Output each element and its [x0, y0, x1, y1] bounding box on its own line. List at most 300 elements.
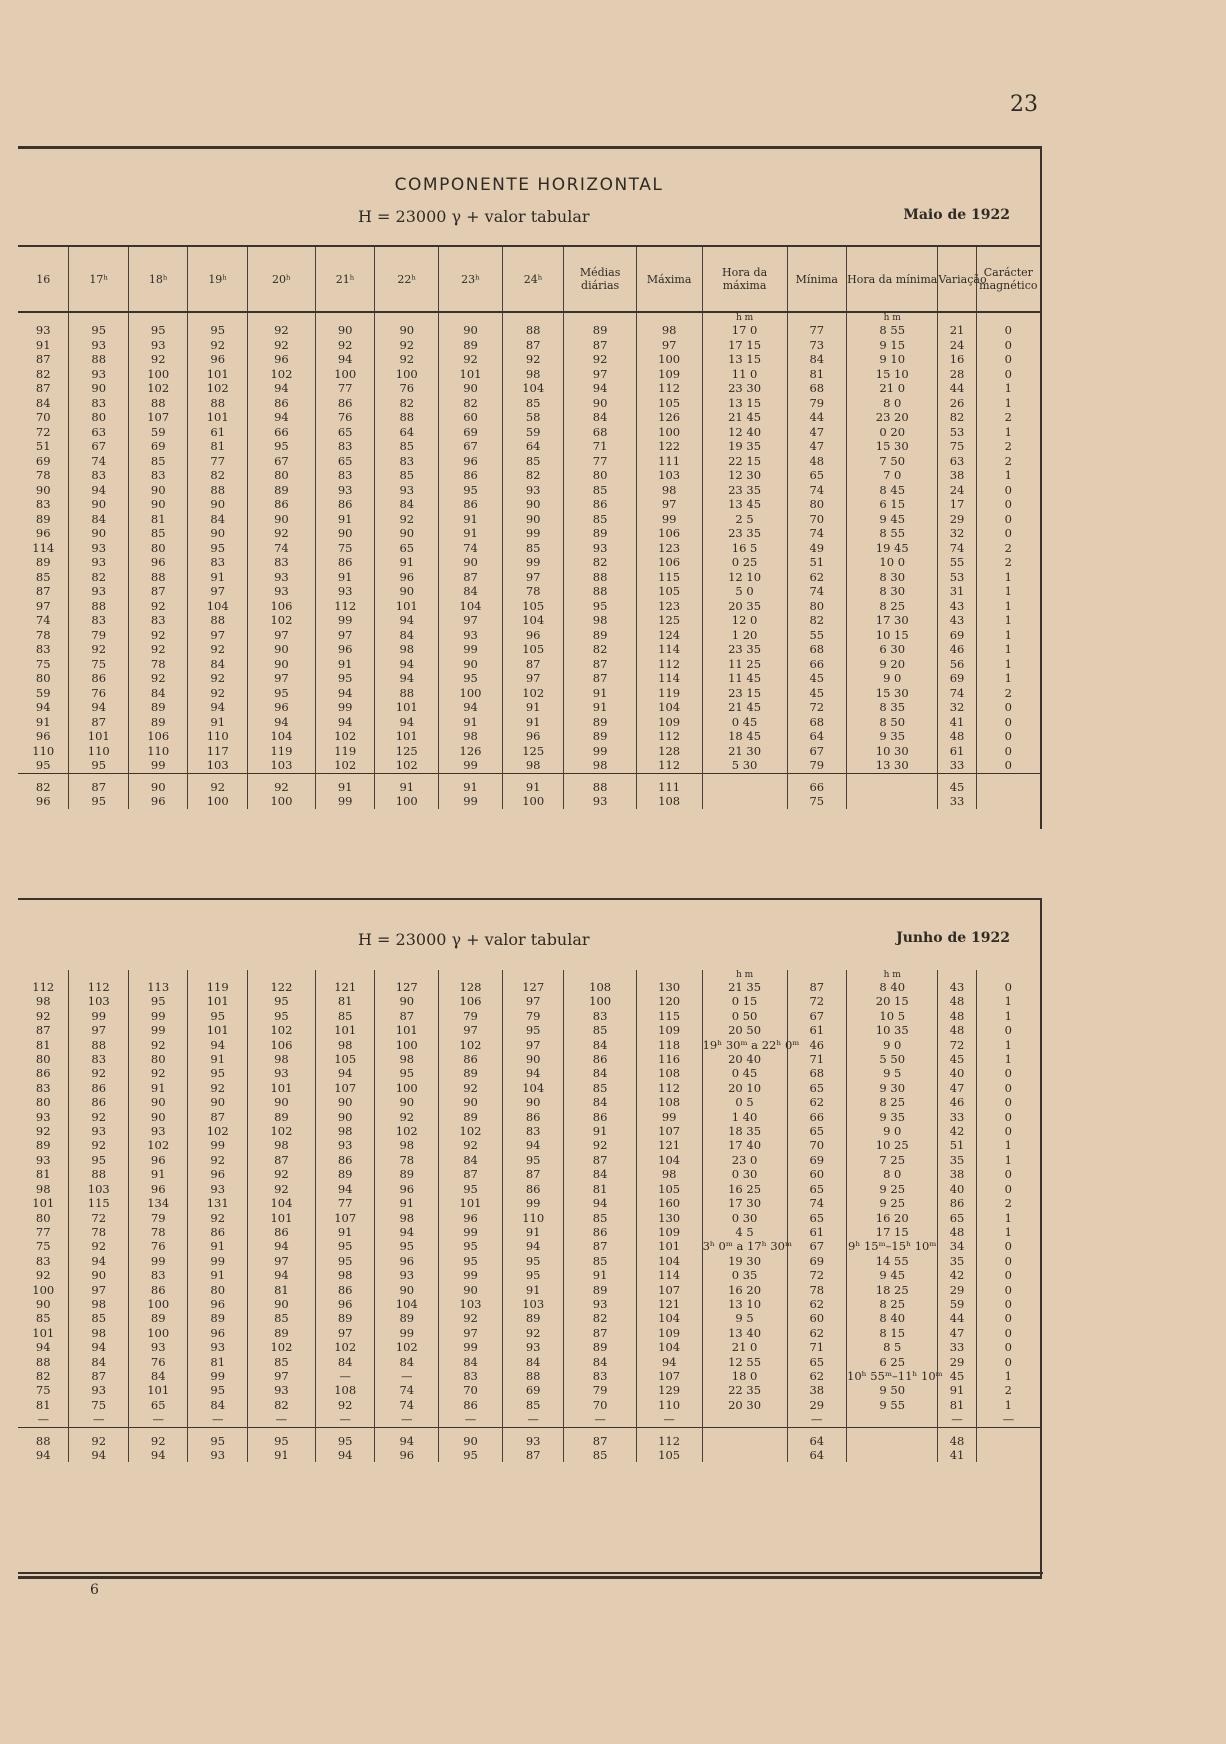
table-cell: 85 — [69, 1311, 128, 1325]
table-cell: 93 — [247, 1383, 315, 1397]
table-cell: 102 — [128, 381, 187, 396]
table-row — [18, 483, 1040, 498]
table-cell: 85 — [502, 396, 564, 411]
table-cell: 95 — [315, 1254, 374, 1268]
table-cell: 92 — [128, 599, 187, 614]
table-cell: 94 — [69, 1448, 128, 1462]
table-cell: 0 — [976, 1167, 1040, 1181]
may-section — [18, 146, 1042, 829]
table-cell: 89 — [439, 1066, 503, 1080]
table-cell: 80 — [564, 468, 636, 483]
table-cell: 112 — [636, 729, 702, 744]
table-cell: 0 30 — [702, 1211, 787, 1225]
table-cell: 0 — [976, 1283, 1040, 1297]
table-cell: 88 — [564, 584, 636, 599]
table-cell: 97 — [502, 994, 564, 1008]
table-cell: 112 — [636, 758, 702, 773]
table-cell: 11 0 — [702, 367, 787, 382]
table-cell: 83 — [128, 1268, 187, 1282]
table-cell: 61 — [787, 1023, 846, 1037]
table-cell: 89 — [315, 1311, 374, 1325]
table-cell: 86 — [564, 1225, 636, 1239]
table-cell: 97 — [247, 1369, 315, 1383]
mean-row — [18, 1427, 1040, 1448]
table-cell: 97 — [247, 671, 315, 686]
table-cell: 92 — [69, 642, 128, 657]
table-cell: 1 — [976, 381, 1040, 396]
table-cell: 41 — [938, 1448, 976, 1462]
table-cell: 86 — [69, 1095, 128, 1109]
table-cell: 101 — [32, 1196, 55, 1211]
table-cell: 62 — [787, 1095, 846, 1109]
table-cell: 90 — [439, 555, 503, 570]
table-row — [18, 1167, 1040, 1181]
table-cell: 89 — [35, 555, 51, 569]
table-row — [18, 715, 1040, 730]
table-cell: 99 — [69, 1009, 128, 1023]
table-cell: 81 — [35, 1397, 51, 1412]
table-cell: 24 — [938, 338, 976, 353]
table-cell: 91 — [439, 715, 503, 730]
table-cell: 95 — [69, 794, 128, 809]
table-cell: 101 — [247, 1211, 315, 1225]
table-cell: 1 — [976, 599, 1040, 614]
table-cell: 20 10 — [702, 1081, 787, 1095]
table-cell: 8 5 — [847, 1340, 938, 1354]
table-cell: 51 — [35, 439, 51, 453]
table-cell: 90 — [375, 323, 439, 338]
table-cell: 91 — [375, 555, 439, 570]
table-cell: 88 — [188, 483, 247, 498]
table-cell: 17 40 — [702, 1138, 787, 1152]
table-cell: 98 — [315, 1038, 374, 1052]
table-cell: 65 — [315, 425, 374, 440]
table-row — [18, 1138, 1040, 1152]
table-row — [18, 1081, 1040, 1095]
table-cell: 83 — [375, 454, 439, 469]
table-row — [18, 425, 1040, 440]
table-cell: 0 — [976, 700, 1040, 715]
column-header: Hora da máxima — [702, 246, 787, 312]
table-cell: 9 15 — [847, 338, 938, 353]
table-cell: 90 — [375, 1095, 439, 1109]
table-cell: 90 — [375, 526, 439, 541]
table-cell: 71 — [787, 1052, 846, 1066]
table-cell: 1 40 — [702, 1110, 787, 1124]
table-cell: 122 — [636, 439, 702, 454]
table-cell: 100 — [128, 1326, 187, 1340]
table-cell: 87 — [787, 980, 846, 994]
table-cell: 95 — [188, 1427, 247, 1448]
table-cell: 96 — [188, 1326, 247, 1340]
table-cell: 98 — [247, 1138, 315, 1152]
table-cell: 84 — [564, 1167, 636, 1181]
table-cell: 123 — [636, 599, 702, 614]
column-header: 22ʰ — [375, 246, 439, 312]
table-cell: 83 — [188, 555, 247, 570]
table-cell: 90 — [439, 1283, 503, 1297]
table-cell: 1 — [976, 1052, 1040, 1066]
table-cell: 60 — [439, 410, 503, 425]
table-cell: 100 — [502, 794, 564, 809]
table-cell: 8 35 — [847, 700, 938, 715]
table-cell: 46 — [787, 1038, 846, 1052]
table-cell: 0 — [976, 1023, 1040, 1037]
table-cell: 83 — [439, 1369, 503, 1383]
table-row — [18, 323, 1040, 338]
table-cell: 6 25 — [847, 1355, 938, 1369]
table-cell: 81 — [787, 367, 846, 382]
table-cell: 94 — [375, 1427, 439, 1448]
table-cell: 99 — [128, 758, 187, 773]
table-cell: 0 — [976, 744, 1040, 759]
table-cell: 29 — [787, 1398, 846, 1412]
table-cell: 79 — [502, 1009, 564, 1023]
table-cell: 77 — [188, 454, 247, 469]
table-cell: 75 — [787, 794, 846, 809]
table-row — [18, 1254, 1040, 1268]
table-cell: 16 — [938, 352, 976, 367]
table-cell: 94 — [375, 613, 439, 628]
table-cell: 100 — [128, 1297, 187, 1311]
table-cell: 100 — [315, 367, 374, 382]
table-cell: 92 — [375, 352, 439, 367]
table-cell: 101 — [375, 599, 439, 614]
table-cell: 85 — [502, 454, 564, 469]
table-cell: 43 — [938, 613, 976, 628]
table-row — [18, 367, 1040, 382]
table-cell: 89 — [564, 1283, 636, 1297]
table-cell: 68 — [787, 381, 846, 396]
table-cell: 87 — [564, 1153, 636, 1167]
table-cell: 94 — [69, 1254, 128, 1268]
table-cell: 97 — [564, 367, 636, 382]
table-cell: 108 — [564, 980, 636, 994]
table-cell: 75 — [315, 541, 374, 556]
table-cell: 90 — [315, 1095, 374, 1109]
table-cell: 102 — [375, 1340, 439, 1354]
table-cell: 65 — [787, 1355, 846, 1369]
table-cell: 77 — [35, 1224, 51, 1239]
table-cell: 93 — [564, 1297, 636, 1311]
table-cell — [702, 1412, 787, 1427]
table-cell: 2 — [976, 454, 1040, 469]
table-cell: 5 50 — [847, 1052, 938, 1066]
table-cell: 82 — [564, 555, 636, 570]
table-cell: 87 — [564, 657, 636, 672]
table-cell: 91 — [439, 512, 503, 527]
table-cell: 102 — [315, 1340, 374, 1354]
table-cell: 72 — [35, 424, 51, 439]
table-cell: 83 — [247, 555, 315, 570]
table-cell — [502, 970, 564, 980]
table-cell: 84 — [439, 1355, 503, 1369]
table-cell: 81 — [128, 512, 187, 527]
table-row — [18, 1297, 1040, 1311]
table-cell: 13 15 — [702, 396, 787, 411]
table-cell: 90 — [315, 1110, 374, 1124]
table-cell: 86 — [247, 1225, 315, 1239]
table-cell: 97 — [315, 1326, 374, 1340]
table-cell: 21 45 — [702, 410, 787, 425]
table-cell: 0 — [976, 729, 1040, 744]
table-cell: 9 10 — [847, 352, 938, 367]
table-cell: 0 — [976, 352, 1040, 367]
footer-number: 6 — [90, 1582, 99, 1598]
table-cell: 121 — [636, 1297, 702, 1311]
table-cell: 55 — [787, 628, 846, 643]
table-cell: 120 — [636, 994, 702, 1008]
table-cell: 99 — [315, 700, 374, 715]
table-cell: 69 — [128, 439, 187, 454]
table-cell: 88 — [69, 1167, 128, 1181]
table-cell: 101 — [247, 1081, 315, 1095]
table-cell: 92 — [128, 671, 187, 686]
table-cell: 87 — [564, 1326, 636, 1340]
table-cell: 94 — [636, 1355, 702, 1369]
table-cell: 85 — [247, 1311, 315, 1325]
table-cell: 86 — [564, 1052, 636, 1066]
table-cell: 90 — [128, 773, 187, 794]
table-cell: 21 45 — [702, 700, 787, 715]
table-cell — [188, 312, 247, 323]
table-cell: 94 — [315, 1448, 374, 1462]
table-cell: 118 — [636, 1038, 702, 1052]
table-cell: 103 — [636, 468, 702, 483]
table-cell — [18, 312, 69, 323]
table-cell: 104 — [636, 1311, 702, 1325]
table-cell: 67 — [787, 744, 846, 759]
table-row — [18, 584, 1040, 599]
table-row — [18, 599, 1040, 614]
table-cell: 75 — [35, 1239, 51, 1254]
table-cell: 0 5 — [702, 1095, 787, 1109]
table-cell: 92 — [188, 642, 247, 657]
table-cell: 8 30 — [847, 570, 938, 585]
table-cell: 95 — [69, 1153, 128, 1167]
table-cell: 95 — [439, 1239, 503, 1253]
table-cell: 32 — [938, 526, 976, 541]
table-cell: 90 — [247, 1297, 315, 1311]
table-row — [18, 1211, 1040, 1225]
table-cell: 66 — [787, 773, 846, 794]
table-cell: 0 — [976, 323, 1040, 338]
table-cell: 110 — [636, 1398, 702, 1412]
table-cell: 67 — [69, 439, 128, 454]
table-cell: 94 — [247, 410, 315, 425]
table-cell: 103 — [188, 758, 247, 773]
table-cell: 18 45 — [702, 729, 787, 744]
table-cell: 95 — [315, 671, 374, 686]
table-row — [18, 1225, 1040, 1239]
table-cell: 125 — [375, 744, 439, 759]
table-cell: 95 — [439, 1254, 503, 1268]
table-cell: 14 55 — [847, 1254, 938, 1268]
table-cell: 79 — [128, 1211, 187, 1225]
table-cell: 95 — [69, 323, 128, 338]
june-section — [18, 898, 1042, 1579]
table-cell: 114 — [636, 671, 702, 686]
table-cell: 10 15 — [847, 628, 938, 643]
table-cell: 84 — [439, 584, 503, 599]
table-cell: 87 — [69, 715, 128, 730]
table-cell: 97 — [69, 1283, 128, 1297]
table-cell: 1 — [976, 584, 1040, 599]
table-cell: 11 25 — [702, 657, 787, 672]
table-cell: 94 — [247, 715, 315, 730]
table-cell: 112 — [32, 980, 55, 994]
table-cell: 96 — [35, 526, 51, 540]
table-cell: 101 — [375, 1023, 439, 1037]
table-cell: 90 — [247, 1095, 315, 1109]
table-cell: 91 — [315, 512, 374, 527]
table-cell: 104 — [502, 613, 564, 628]
table-row — [18, 1124, 1040, 1138]
table-cell: 109 — [636, 367, 702, 382]
table-cell: 80 — [35, 1095, 51, 1110]
table-cell: — — [315, 1369, 374, 1383]
table-cell: 94 — [128, 1448, 187, 1462]
table-cell: 97 — [69, 1023, 128, 1037]
table-cell: 98 — [315, 1124, 374, 1138]
table-cell — [702, 794, 787, 809]
table-cell: — — [375, 1369, 439, 1383]
table-cell: 86 — [188, 1225, 247, 1239]
table-cell: 104 — [502, 381, 564, 396]
table-cell: 106 — [636, 526, 702, 541]
table-cell: 47 — [938, 1081, 976, 1095]
table-cell: 69 — [35, 453, 51, 468]
table-cell: 84 — [375, 497, 439, 512]
table-cell: 99 — [439, 758, 503, 773]
table-cell: 85 — [564, 512, 636, 527]
table-cell: 7 50 — [847, 454, 938, 469]
table-cell: 84 — [128, 1369, 187, 1383]
table-cell: 17 30 — [847, 613, 938, 628]
table-cell: 87 — [439, 570, 503, 585]
table-cell: 96 — [35, 729, 51, 743]
table-cell: 80 — [35, 671, 51, 685]
table-cell: 83 — [128, 468, 187, 483]
table-cell: 101 — [188, 410, 247, 425]
table-cell: 2 — [976, 555, 1040, 570]
may-table — [18, 245, 1040, 809]
table-row — [18, 671, 1040, 686]
table-cell: 33 — [938, 794, 976, 809]
table-cell: — — [502, 1412, 564, 1427]
table-cell: — — [636, 1412, 702, 1427]
table-cell: 92 — [69, 1110, 128, 1124]
table-cell: 94 — [375, 1225, 439, 1239]
table-cell: 46 — [938, 642, 976, 657]
table-cell: 65 — [787, 1124, 846, 1138]
table-cell: 114 — [32, 540, 55, 555]
table-cell: 96 — [375, 570, 439, 585]
table-cell: 81 — [188, 1355, 247, 1369]
table-cell: 89 — [128, 715, 187, 730]
table-cell: 75 — [35, 1383, 51, 1398]
table-cell: 95 — [69, 758, 128, 773]
table-cell: 126 — [439, 744, 503, 759]
table-cell: 105 — [636, 584, 702, 599]
table-cell: 112 — [636, 657, 702, 672]
table-cell: 77 — [315, 1196, 374, 1210]
table-cell: 96 — [188, 1297, 247, 1311]
table-cell: 100 — [375, 367, 439, 382]
table-cell: 21 35 — [702, 980, 787, 994]
table-cell: 96 — [35, 794, 51, 808]
table-cell: 88 — [128, 570, 187, 585]
table-cell: 19 35 — [702, 439, 787, 454]
table-cell: 97 — [315, 628, 374, 643]
table-cell: 0 — [976, 1340, 1040, 1354]
table-cell: 86 — [315, 497, 374, 512]
table-cell: 92 — [375, 512, 439, 527]
table-cell: 101 — [128, 1383, 187, 1397]
formula-may: H = 23000 γ + valor tabular — [358, 207, 590, 226]
table-cell: 88 — [188, 396, 247, 411]
table-cell: 92 — [188, 1211, 247, 1225]
table-cell: 89 — [564, 628, 636, 643]
table-cell: 131 — [188, 1196, 247, 1210]
table-cell: 88 — [188, 613, 247, 628]
table-cell — [702, 1427, 787, 1448]
table-cell: 16 25 — [702, 1182, 787, 1196]
table-row — [18, 1398, 1040, 1412]
table-cell: 91 — [502, 1225, 564, 1239]
table-cell — [787, 312, 846, 323]
table-cell: 0 — [976, 1297, 1040, 1311]
table-cell: 93 — [69, 1124, 128, 1138]
table-cell: 2 — [976, 1196, 1040, 1210]
table-cell: 90 — [502, 1095, 564, 1109]
table-cell: 94 — [375, 671, 439, 686]
table-cell: 83 — [315, 439, 374, 454]
table-cell: 20 30 — [702, 1398, 787, 1412]
table-cell: 91 — [188, 570, 247, 585]
table-cell: 93 — [35, 1152, 51, 1167]
table-row — [18, 1268, 1040, 1282]
table-cell: 99 — [439, 1340, 503, 1354]
table-cell: 0 — [976, 338, 1040, 353]
table-cell: 59 — [938, 1297, 976, 1311]
table-cell: 89 — [564, 323, 636, 338]
table-cell: 61 — [188, 425, 247, 440]
table-cell: 23 20 — [847, 410, 938, 425]
table-cell: 23 35 — [702, 483, 787, 498]
table-cell: 69 — [787, 1153, 846, 1167]
table-cell: 72 — [787, 994, 846, 1008]
table-cell: 81 — [35, 1167, 51, 1182]
table-cell: 85 — [502, 541, 564, 556]
table-cell: 53 — [938, 570, 976, 585]
table-cell: 95 — [564, 599, 636, 614]
table-cell: 93 — [247, 570, 315, 585]
table-cell: 0 — [976, 497, 1040, 512]
table-cell: 46 — [938, 1095, 976, 1109]
table-cell: 65 — [938, 1211, 976, 1225]
table-cell: 83 — [35, 642, 51, 656]
table-cell: 96 — [128, 1182, 187, 1196]
table-cell: 114 — [636, 1268, 702, 1282]
table-cell: 112 — [315, 599, 374, 614]
table-cell: 35 — [938, 1254, 976, 1268]
table-cell: 94 — [502, 1138, 564, 1152]
table-cell: 80 — [35, 1052, 51, 1067]
table-cell: 31 — [938, 584, 976, 599]
table-cell: 1 — [976, 1153, 1040, 1167]
table-cell: 99 — [439, 794, 503, 809]
